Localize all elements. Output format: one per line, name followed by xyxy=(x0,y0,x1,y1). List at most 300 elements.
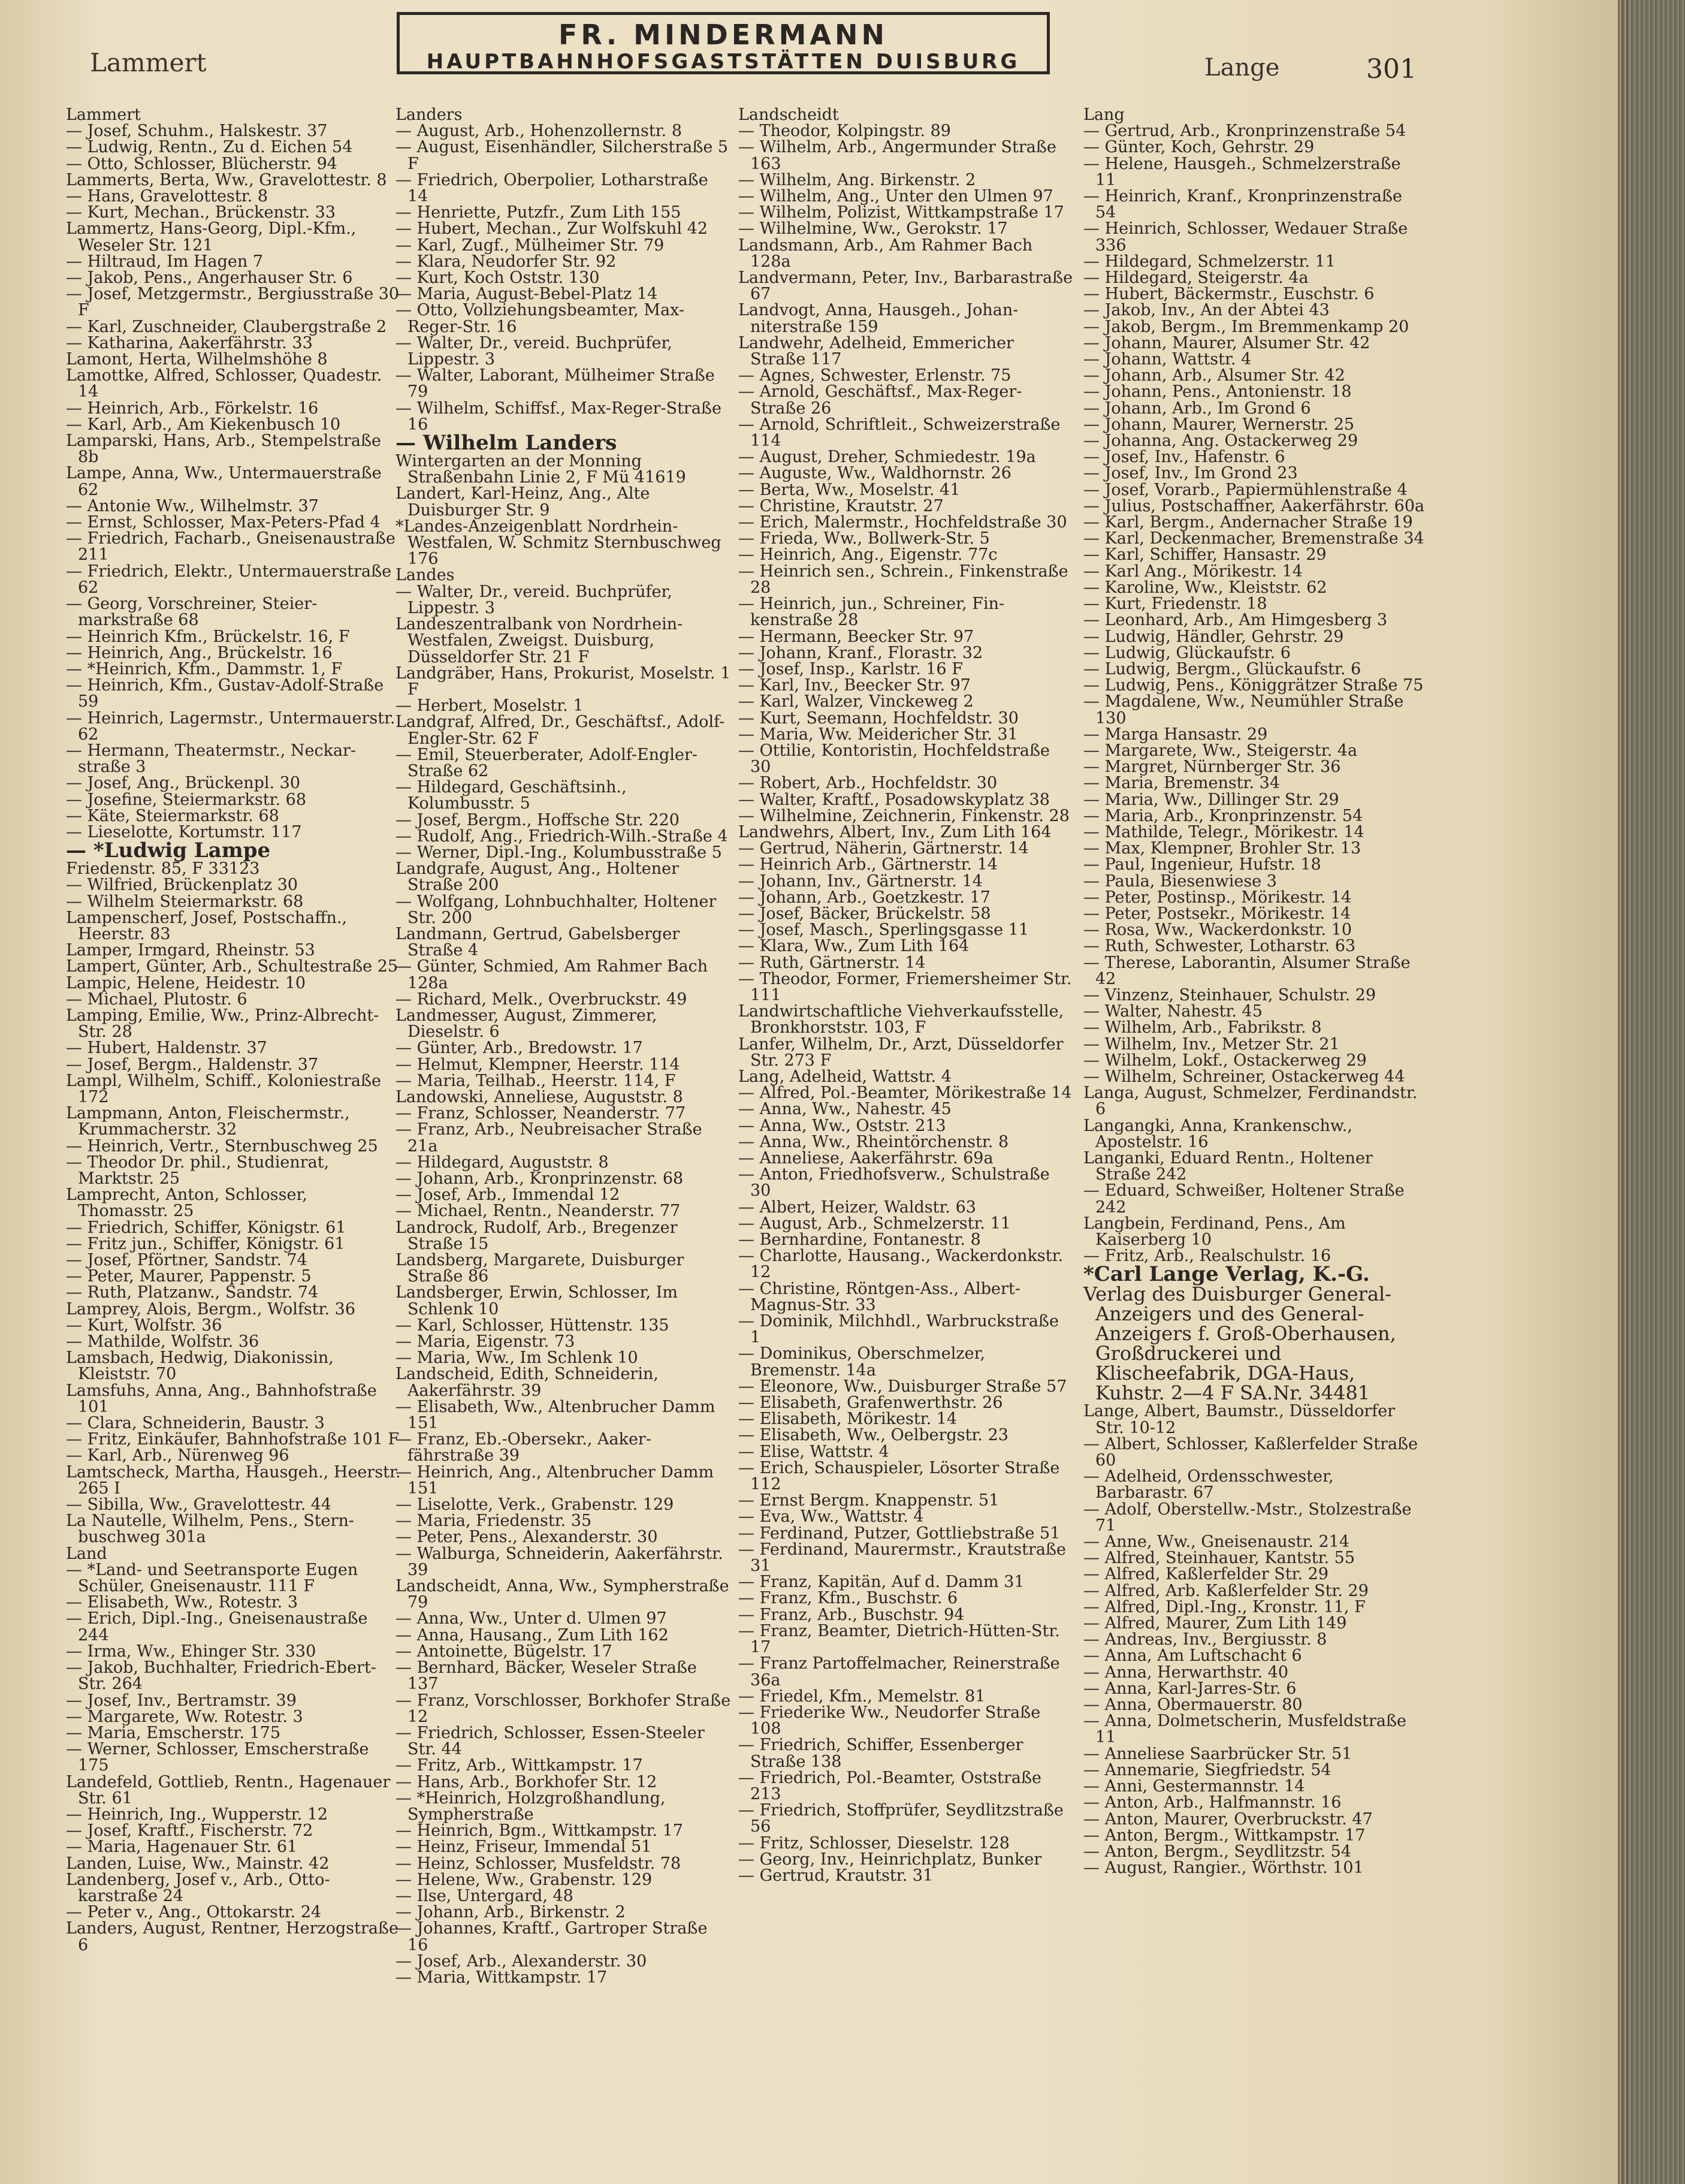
directory-entry: Lampenscherf, Josef, Postschaffn., Heerstr. 83 xyxy=(66,908,348,943)
directory-entry: — August, Dreher, Schmiedestr. 19a xyxy=(738,448,1036,467)
directory-entry: — Wilhelm Steiermarkstr. 68 xyxy=(66,892,304,911)
running-head-right: Lange xyxy=(1204,54,1280,82)
directory-entry: — Peter, Postinsp., Mörikestr. 14 xyxy=(1083,888,1352,907)
directory-entry: — Günter, Koch, Gehrstr. 29 xyxy=(1083,138,1315,157)
directory-entry: — Maria, Wittkampstr. 17 xyxy=(395,1968,608,1987)
directory-entry: — Arnold, Geschäftsf., Max-Reger-Straße 26 xyxy=(738,382,1022,418)
directory-entry: — Fritz, Schlosser, Dieselstr. 128 xyxy=(738,1833,1010,1853)
directory-entry: Lammert xyxy=(66,105,141,124)
directory-entry: — Jakob, Buchhalter, Friedrich-Ebert-Str. 264 xyxy=(66,1658,376,1694)
directory-entry: — Alfred, Pol.-Beamter, Mörikestraße 14 xyxy=(738,1084,1072,1103)
directory-entry: — Fritz, Arb., Realschulstr. 16 xyxy=(1083,1247,1331,1266)
directory-entry: — Max, Klempner, Brohler Str. 13 xyxy=(1083,839,1361,858)
directory-entry: Lampic, Helene, Heidestr. 10 xyxy=(66,973,306,993)
directory-entry: — Wilhelm, Arb., Fabrikstr. 8 xyxy=(1083,1018,1322,1037)
directory-entry: — Eduard, Schweißer, Holtener Straße 242 xyxy=(1083,1181,1405,1217)
directory-entry: — Wilhelm, Polizist, Wittkampstraße 17 xyxy=(738,203,1064,222)
directory-entry: — *Heinrich, Kfm., Dammstr. 1, F xyxy=(66,659,343,678)
directory-entry: — Jakob, Pens., Angerhauser Str. 6 xyxy=(66,269,353,288)
directory-entry: — Antoinette, Bügelstr. 17 xyxy=(395,1642,612,1661)
directory-entry: — *Ludwig Lampe xyxy=(66,838,271,863)
directory-entry: — Peter, Maurer, Pappenstr. 5 xyxy=(66,1267,312,1286)
directory-entry: — Dominik, Milchhdl., Warbruckstraße 1 xyxy=(738,1312,1059,1347)
directory-entry: — Otto, Schlosser, Blücherstr. 94 xyxy=(66,154,337,173)
directory-entry: — Elisabeth, Mörikestr. 14 xyxy=(738,1410,958,1429)
directory-entry: — Heinrich, jun., Schreiner, Finkenstraße 28 xyxy=(738,595,1005,630)
directory-entry: — Heinrich Kfm., Brückelstr. 16, F xyxy=(66,627,350,646)
directory-entry: — Anton, Bergm., Wittkampstr. 17 xyxy=(1083,1826,1366,1845)
directory-entry: — Wilhelm, Inv., Metzer Str. 21 xyxy=(1083,1034,1340,1054)
directory-entry: — Helene, Hausgeh., Schmelzerstraße 11 xyxy=(1083,154,1401,189)
directory-entry: — Bernhard, Bäcker, Weseler Straße 137 xyxy=(395,1658,697,1694)
directory-entry: — Walter, Kraftf., Posadowskyplatz 38 xyxy=(738,790,1050,809)
directory-entry: — Walter, Dr., vereid. Buchprüfer, Lippestr. 3 xyxy=(395,582,673,617)
directory-entry: — Anton, Arb., Halfmannstr. 16 xyxy=(1083,1793,1342,1812)
directory-entry: — Johannes, Kraftf., Gartroper Straße 16 xyxy=(395,1919,708,1954)
directory-entry: — Friedrich, Schlosser, Essen-Steeler Str. 44 xyxy=(395,1723,705,1759)
directory-entry: — Anna, Hausang., Zum Lith 162 xyxy=(395,1625,669,1645)
directory-entry: Lamprey, Alois, Bergm., Wolfstr. 36 xyxy=(66,1299,356,1319)
directory-entry: — Johann, Arb., Goetzkestr. 17 xyxy=(738,888,991,907)
directory-entry: — Wolfgang, Lohnbuchhalter, Holtener Str. 200 xyxy=(395,892,717,927)
directory-entry: — Elisabeth, Grafenwerthstr. 26 xyxy=(738,1393,1003,1413)
directory-entry: Landmann, Gertrud, Gabelsberger Straße 4 xyxy=(395,924,680,960)
directory-entry: — Johann, Arb., Alsumer Str. 42 xyxy=(1083,366,1345,385)
directory-entry: — Albert, Schlosser, Kaßlerfelder Straße 60 xyxy=(1083,1434,1418,1470)
directory-entry: — Hubert, Haldenstr. 37 xyxy=(66,1039,267,1058)
directory-entry: — Wilhelm, Schiffsf., Max-Reger-Straße 16 xyxy=(395,399,721,434)
directory-entry: — Heinrich, Vertr., Sternbuschweg 25 xyxy=(66,1136,378,1156)
directory-entry: — Maria, Teilhab., Heerstr. 114, F xyxy=(395,1071,676,1090)
directory-entry: — Maria, August-Bebel-Platz 14 xyxy=(395,285,658,304)
directory-entry: — Hildegard, Geschäftsinh., Kolumbusstr. 5 xyxy=(395,778,627,813)
directory-entry: — Anna, Obermauerstr. 80 xyxy=(1083,1696,1303,1715)
directory-entry: Landwehr, Adelheid, Emmericher Straße 117 xyxy=(738,333,1014,369)
directory-entry: — Leonhard, Arb., Am Himgesberg 3 xyxy=(1083,611,1388,630)
directory-entry: — Hans, Gravelottestr. 8 xyxy=(66,187,268,206)
directory-entry: Lamsfuhs, Anna, Ang., Bahnhofstraße 101 xyxy=(66,1381,377,1416)
directory-entry: — Hubert, Mechan., Zur Wolfskuhl 42 xyxy=(395,219,708,239)
directory-entry: — Anna, Dolmetscherin, Musfeldstraße 11 xyxy=(1083,1712,1407,1747)
directory-entry: — Friedel, Kfm., Memelstr. 81 xyxy=(738,1687,986,1706)
directory-entry: — Gertrud, Krautstr. 31 xyxy=(738,1866,934,1885)
directory-entry: — Margret, Nürnberger Str. 36 xyxy=(1083,758,1341,777)
directory-entry: — Theodor Dr. phil., Studienrat, Marktstr. 25 xyxy=(66,1153,330,1188)
directory-entry: — August, Arb., Hohenzollernstr. 8 xyxy=(395,122,683,141)
directory-entry: — August, Arb., Schmelzerstr. 11 xyxy=(738,1214,1011,1233)
directory-entry: — Erich, Schauspieler, Lösorter Straße 112 xyxy=(738,1458,1060,1494)
directory-entry: Landscheid, Edith, Schneiderin, Aakerfährstr. 39 xyxy=(395,1365,659,1400)
directory-entry: — Friedrich, Stoffprüfer, Seydlitzstraße 56 xyxy=(738,1801,1064,1836)
ad-line-1: FR. MINDERMANN xyxy=(558,19,888,51)
directory-entry: — Adolf, Oberstellw.-Mstr., Stolzestraße 71 xyxy=(1083,1500,1412,1535)
directory-entry: — Friedrich, Pol.-Beamter, Oststraße 213 xyxy=(738,1768,1042,1803)
directory-entry: — Ilse, Untergard, 48 xyxy=(395,1886,573,1905)
directory-entry: — Anna, Ww., Rheintörchenstr. 8 xyxy=(738,1132,1009,1151)
directory-entry: — Friedrich, Schiffer, Essenberger Straße 138 xyxy=(738,1736,1023,1771)
directory-entry: — Sibilla, Ww., Gravelottestr. 44 xyxy=(66,1495,332,1515)
directory-entry: — Michael, Rentn., Neanderstr. 77 xyxy=(395,1202,681,1221)
directory-entry: — Heinrich, Ang., Altenbrucher Damm 151 xyxy=(395,1462,714,1498)
directory-entry: — Anneliese, Aakerfährstr. 69a xyxy=(738,1149,994,1168)
header-advertisement xyxy=(397,12,1050,74)
directory-entry: — Maria, Emscherstr. 175 xyxy=(66,1723,281,1742)
directory-entry: — Karl, Walzer, Vinckeweg 2 xyxy=(738,692,974,711)
directory-entry: — Josef, Bäcker, Brückelstr. 58 xyxy=(738,904,991,923)
directory-entry: — Julius, Postschaffner, Aakerfährstr. 60a xyxy=(1083,496,1425,515)
directory-entry: — Ottilie, Kontoristin, Hochfeldstraße 30 xyxy=(738,741,1050,777)
directory-entry: — Katharina, Aakerfährstr. 33 xyxy=(66,333,313,352)
directory-entry: — Gertrud, Näherin, Gärtnerstr. 14 xyxy=(738,839,1029,858)
directory-entry: Lampe, Anna, Ww., Untermauerstraße 62 xyxy=(66,464,382,499)
directory-entry: — Elisabeth, Ww., Rotestr. 3 xyxy=(66,1593,298,1612)
directory-entry: — Richard, Melk., Overbruckstr. 49 xyxy=(395,990,687,1009)
directory-entry: Lampmann, Anton, Fleischermstr., Krummacherstr. 32 xyxy=(66,1104,350,1139)
directory-entry: — Maria, Hagenauer Str. 61 xyxy=(66,1838,298,1857)
directory-entry: — Karl, Inv., Beecker Str. 97 xyxy=(738,676,971,695)
directory-entry: — Josef, Vorarb., Papiermühlenstraße 4 xyxy=(1083,480,1408,499)
directory-entry: — Anton, Bergm., Seydlitzstr. 54 xyxy=(1083,1842,1352,1861)
directory-entry: — Herbert, Moselstr. 1 xyxy=(395,696,584,716)
directory-entry: — Anni, Gestermannstr. 14 xyxy=(1083,1777,1305,1796)
directory-entry: — Berta, Ww., Moselstr. 41 xyxy=(738,480,961,499)
directory-entry: — Heinrich Arb., Gärtnerstr. 14 xyxy=(738,855,998,874)
page-number: 301 xyxy=(1366,54,1417,85)
directory-entry: — Walter, Dr., vereid. Buchprüfer, Lippestr. 3 xyxy=(395,333,673,369)
directory-entry: Friedenstr. 85, F 33123 xyxy=(66,859,260,879)
directory-entry: — Alfred, Maurer, Zum Lith 149 xyxy=(1083,1614,1347,1633)
directory-entry: Landeszentralbank von Nordrhein-Westfalen, Zweigst. Duisburg, Düsseldorfer Str. 21 F xyxy=(395,615,683,666)
directory-entry: — Albert, Heizer, Waldstr. 63 xyxy=(738,1197,976,1217)
directory-entry: Land xyxy=(66,1544,107,1563)
directory-entry: — Franz, Kapitän, Auf d. Damm 31 xyxy=(738,1573,1025,1592)
directory-entry: — Josef, Bergm., Haldenstr. 37 xyxy=(66,1055,319,1074)
directory-entry: — Peter, Pens., Alexanderstr. 30 xyxy=(395,1528,658,1547)
directory-entry: Landsmann, Arb., Am Rahmer Bach 128a xyxy=(738,236,1033,271)
directory-entry: — Karoline, Ww., Kleiststr. 62 xyxy=(1083,578,1327,597)
directory-entry: Lamping, Emilie, Ww., Prinz-Albrecht-Str. 28 xyxy=(66,1006,379,1042)
directory-entry: — Magdalene, Ww., Neumühler Straße 130 xyxy=(1083,692,1404,728)
directory-entry: — Therese, Laborantin, Alsumer Straße 42 xyxy=(1083,953,1411,988)
ad-line-2: HAUPTBAHNHOFSGASTSTÄTTEN DUISBURG xyxy=(426,50,1020,74)
directory-entry: — Peter v., Ang., Ottokarstr. 24 xyxy=(66,1903,322,1922)
directory-entry: Langangki, Anna, Krankenschw., Apostelstr. 16 xyxy=(1083,1116,1352,1151)
directory-entry: — Johann, Pens., Antonienstr. 18 xyxy=(1083,382,1352,402)
directory-entry: — Helmut, Klempner, Heerstr. 114 xyxy=(395,1055,680,1074)
directory-entry: — Agnes, Schwester, Erlenstr. 75 xyxy=(738,366,1011,385)
directory-entry: — Hildegard, Schmelzerstr. 11 xyxy=(1083,252,1336,271)
directory-entry: — Josef, Inv., Bertramstr. 39 xyxy=(66,1691,297,1710)
directory-entry: — Josef, Pförtner, Sandstr. 74 xyxy=(66,1251,307,1270)
directory-entry: — Friederike Ww., Neudorfer Straße 108 xyxy=(738,1703,1041,1739)
directory-entry: — Ernst, Schlosser, Max-Peters-Pfad 4 xyxy=(66,513,381,532)
directory-entry: — Auguste, Ww., Waldhornstr. 26 xyxy=(738,464,1011,483)
directory-entry: Landvermann, Peter, Inv., Barbarastraße 67 xyxy=(738,269,1073,304)
directory-entry: Landwehrs, Albert, Inv., Zum Lith 164 xyxy=(738,822,1052,841)
directory-entry: — Margarete, Ww. Rotestr. 3 xyxy=(66,1707,303,1726)
directory-entry: Lamper, Irmgard, Rheinstr. 53 xyxy=(66,941,315,960)
directory-entry: — Klara, Ww., Zum Lith 164 xyxy=(738,937,970,956)
directory-entry: Landgraf, Alfred, Dr., Geschäftsf., Adolf-Engler-Str. 62 F xyxy=(395,713,725,748)
directory-entry: Landscheidt, Anna, Ww., Sympherstraße 79 xyxy=(395,1577,729,1612)
directory-entry: — Alfred, Arb. Kaßlerfelder Str. 29 xyxy=(1083,1581,1369,1600)
directory-entry: — Jakob, Bergm., Im Bremmenkamp 20 xyxy=(1083,317,1409,336)
directory-entry: — Heinrich, Bgm., Wittkampstr. 17 xyxy=(395,1821,683,1841)
directory-entry: — Elise, Wattstr. 4 xyxy=(738,1442,889,1461)
directory-entry: Lamprecht, Anton, Schlosser, Thomasstr. 25 xyxy=(66,1185,307,1221)
directory-entry: — Johann, Maurer, Alsumer Str. 42 xyxy=(1083,333,1370,352)
directory-entry: — Karl, Arb., Am Kiekenbusch 10 xyxy=(66,415,341,434)
directory-entry: — Clara, Schneiderin, Baustr. 3 xyxy=(66,1414,325,1433)
directory-entry: — Adelheid, Ordensschwester, Barbarastr. 67 xyxy=(1083,1467,1334,1503)
directory-entry: — Wilhelm, Ang. Birkenstr. 2 xyxy=(738,170,976,189)
directory-entry: — Paula, Biesenwiese 3 xyxy=(1083,871,1277,891)
directory-entry: — Josef, Kraftf., Fischerstr. 72 xyxy=(66,1821,313,1841)
directory-entry: Lamtscheck, Martha, Hausgeh., Heerstr. 265 I xyxy=(66,1462,401,1498)
column-2 xyxy=(395,107,731,1986)
directory-entry: — Anneliese Saarbrücker Str. 51 xyxy=(1083,1744,1352,1763)
directory-entry: — Karl, Arb., Nürenweg 96 xyxy=(66,1446,289,1465)
directory-entry: — *Heinrich, Holzgroßhandlung, Sympherstraße xyxy=(395,1788,666,1824)
directory-entry: — Karl, Deckenmacher, Bremenstraße 34 xyxy=(1083,529,1424,548)
directory-entry: Landert, Karl-Heinz, Ang., Alte Duisburger Str. 9 xyxy=(395,484,650,520)
directory-entry: — Franz, Eb.-Obersekr., Aakerfährstraße 39 xyxy=(395,1430,651,1465)
directory-entry: — Franz, Vorschlosser, Borkhofer Straße 12 xyxy=(395,1691,731,1726)
directory-entry: Landmesser, August, Zimmerer, Dieselstr. 6 xyxy=(395,1006,657,1042)
directory-entry: — Ludwig, Rentn., Zu d. Eichen 54 xyxy=(66,138,353,157)
directory-entry: Landen, Luise, Ww., Mainstr. 42 xyxy=(66,1854,330,1873)
directory-entry: — Josef, Masch., Sperlingsgasse 11 xyxy=(738,921,1029,940)
directory-entry: — Erich, Dipl.-Ing., Gneisenaustraße 244 xyxy=(66,1609,368,1645)
directory-entry: — Anna, Ww., Oststr. 213 xyxy=(738,1116,946,1135)
directory-entry: — Werner, Dipl.-Ing., Kolumbusstraße 5 xyxy=(395,843,722,862)
directory-entry: Lanfer, Wilhelm, Dr., Arzt, Düsseldorfer Str. 273 F xyxy=(738,1034,1064,1070)
directory-entry: — Christine, Krautstr. 27 xyxy=(738,496,944,515)
directory-entry: — Käte, Steiermarkstr. 68 xyxy=(66,806,279,825)
directory-entry: — Rudolf, Ang., Friedrich-Wilh.-Straße 4 xyxy=(395,826,728,846)
directory-entry: — Ludwig, Bergm., Glückaufstr. 6 xyxy=(1083,659,1361,678)
directory-entry: — Kurt, Wolfstr. 36 xyxy=(66,1316,222,1335)
directory-entry: Lang, Adelheid, Wattstr. 4 xyxy=(738,1067,952,1086)
directory-entry: — Michael, Plutostr. 6 xyxy=(66,990,247,1009)
directory-entry: — Marga Hansastr. 29 xyxy=(1083,725,1268,744)
directory-entry: — Josef, Insp., Karlstr. 16 F xyxy=(738,659,963,678)
directory-entry: — Peter, Postsekr., Mörikestr. 14 xyxy=(1083,904,1351,923)
directory-entry: — Ruth, Gärtnerstr. 14 xyxy=(738,953,926,972)
directory-entry: Landwirtschaftliche Viehverkaufsstelle, Bronkhorststr. 103, F xyxy=(738,1002,1064,1037)
directory-entry: Landgräber, Hans, Prokurist, Moselstr. 1 F xyxy=(395,663,731,699)
directory-entry: — Anna, Herwarthstr. 40 xyxy=(1083,1663,1289,1682)
directory-entry: — Henriette, Putzfr., Zum Lith 155 xyxy=(395,203,681,222)
directory-entry: — Ludwig, Pens., Königgrätzer Straße 75 xyxy=(1083,676,1424,695)
directory-entry: — Jakob, Inv., An der Abtei 43 xyxy=(1083,301,1330,320)
directory-entry: — Hildegard, Auguststr. 8 xyxy=(395,1153,609,1172)
directory-entry: — Robert, Arb., Hochfeldstr. 30 xyxy=(738,774,998,793)
directory-entry: — Heinz, Schlosser, Musfeldstr. 78 xyxy=(395,1854,681,1873)
directory-entry: — Alfred, Dipl.-Ing., Kronstr. 11, F xyxy=(1083,1597,1366,1616)
directory-entry: — Anna, Ww., Nahestr. 45 xyxy=(738,1100,952,1119)
directory-entry: — Hubert, Bäckermstr., Euschstr. 6 xyxy=(1083,285,1375,304)
directory-entry: — Josefine, Steiermarkstr. 68 xyxy=(66,790,307,809)
directory-entry: — Karl, Zugf., Mülheimer Str. 79 xyxy=(395,236,665,255)
column-3 xyxy=(738,107,1074,1884)
directory-entry: — Johann, Arb., Kronprinzenstr. 68 xyxy=(395,1169,684,1188)
directory-entry: — Werner, Schlosser, Emscherstraße 175 xyxy=(66,1740,369,1775)
directory-entry: — Annemarie, Siegfriedstr. 54 xyxy=(1083,1760,1331,1779)
directory-entry: Landowski, Anneliese, Auguststr. 8 xyxy=(395,1087,683,1106)
directory-entry: La Nautelle, Wilhelm, Pens., Sternbuschweg 301a xyxy=(66,1512,354,1547)
directory-entry: — Anton, Friedhofsverw., Schulstraße 30 xyxy=(738,1165,1050,1200)
directory-entry: — Kurt, Seemann, Hochfeldstr. 30 xyxy=(738,708,1019,728)
directory-entry: — Günter, Schmied, Am Rahmer Bach 128a xyxy=(395,957,708,993)
directory-entry: — Alfred, Steinhauer, Kantstr. 55 xyxy=(1083,1549,1355,1568)
directory-entry: — Ruth, Platzanw., Sandstr. 74 xyxy=(66,1283,319,1302)
directory-entry: — Friedrich, Elektr., Untermauerstraße 62 xyxy=(66,562,392,597)
directory-entry: — Eva, Ww., Wattstr. 4 xyxy=(738,1507,924,1527)
directory-entry: — Franz, Arb., Neubreisacher Straße 21a xyxy=(395,1120,702,1156)
directory-entry: — Otto, Vollziehungsbeamter, Max-Reger-Str. 16 xyxy=(395,301,685,336)
directory-entry: — Eleonore, Ww., Duisburger Straße 57 xyxy=(738,1377,1067,1396)
directory-entry: — Karl, Schlosser, Hüttenstr. 135 xyxy=(395,1316,669,1335)
directory-entry: — Wilhelm, Schreiner, Ostackerweg 44 xyxy=(1083,1067,1405,1086)
directory-entry: — Franz, Kfm., Buschstr. 6 xyxy=(738,1589,958,1608)
directory-entry: — Karl, Schiffer, Hansastr. 29 xyxy=(1083,545,1327,565)
directory-entry: — Theodor, Former, Friemersheimer Str. 111 xyxy=(738,969,1072,1004)
directory-entry: — Wilhelm, Lokf., Ostackerweg 29 xyxy=(1083,1051,1367,1070)
directory-entry: — Mathilde, Telegr., Mörikestr. 14 xyxy=(1083,822,1364,841)
directory-entry: — Heinrich, Kfm., Gustav-Adolf-Straße 59 xyxy=(66,676,384,711)
directory-entry: — Anton, Maurer, Overbruckstr. 47 xyxy=(1083,1809,1373,1829)
directory-entry: — Heinrich, Kranf., Kronprinzenstraße 54 xyxy=(1083,187,1402,222)
directory-entry: — Maria, Ww., Im Schlenk 10 xyxy=(395,1349,638,1368)
directory-entry: — Wilhelmine, Zeichnerin, Finkenstr. 28 xyxy=(738,806,1070,825)
directory-entry: — Josef, Arb., Immendal 12 xyxy=(395,1185,620,1205)
directory-entry: — Wilhelm, Ang., Unter den Ulmen 97 xyxy=(738,187,1053,206)
directory-entry: — Johann, Wattstr. 4 xyxy=(1083,350,1252,369)
directory-entry: — Elisabeth, Ww., Altenbrucher Damm 151 xyxy=(395,1397,715,1433)
directory-entry: — Franz Partoffelmacher, Reinerstraße 36a xyxy=(738,1654,1060,1690)
directory-entry: Landvogt, Anna, Hausgeh., Johanniterstraße 159 xyxy=(738,301,1019,336)
directory-entry: — Bernhardine, Fontanestr. 8 xyxy=(738,1230,981,1250)
column-1 xyxy=(66,107,401,1953)
directory-entry: — Dominikus, Oberschmelzer, Bremenstr. 14a xyxy=(738,1344,986,1380)
directory-entry: — Ernst Bergm. Knappenstr. 51 xyxy=(738,1491,999,1510)
book-cover-edge xyxy=(1630,0,1685,2184)
directory-entry: *Landes-Anzeigenblatt Nordrhein-Westfalen, W. Schmitz Sternbuschweg 176 xyxy=(395,517,721,569)
directory-entry: Lampl, Wilhelm, Schiff., Koloniestraße 172 xyxy=(66,1071,381,1106)
directory-entry: — Maria, Friedenstr. 35 xyxy=(395,1512,592,1531)
directory-entry: — Maria, Ww., Dillinger Str. 29 xyxy=(1083,790,1339,809)
directory-entry: — Friedrich, Facharb., Gneisenaustraße 211 xyxy=(66,529,395,565)
directory-entry: — Josef, Metzgermstr., Bergiusstraße 30 F xyxy=(66,285,400,320)
directory-entry: — Franz, Schlosser, Neanderstr. 77 xyxy=(395,1104,686,1123)
directory-entry: — Josef, Schuhm., Halskestr. 37 xyxy=(66,122,328,141)
directory-entry: — Johann, Inv., Gärtnerstr. 14 xyxy=(738,871,983,891)
directory-entry: — Josef, Bergm., Hoffsche Str. 220 xyxy=(395,810,680,829)
directory-entry: — Margarete, Ww., Steigerstr. 4a xyxy=(1083,741,1358,760)
directory-entry: — Vinzenz, Steinhauer, Schulstr. 29 xyxy=(1083,985,1376,1004)
directory-entry: — Johanna, Ang. Ostackerweg 29 xyxy=(1083,432,1358,451)
directory-entry: — Ruth, Schwester, Lotharstr. 63 xyxy=(1083,937,1356,956)
directory-entry: — Heinrich, Ing., Wupperstr. 12 xyxy=(66,1805,328,1824)
directory-entry: — Ludwig, Händler, Gehrstr. 29 xyxy=(1083,627,1344,646)
directory-entry: — Christine, Röntgen-Ass., Albert-Magnus-Str. 33 xyxy=(738,1279,1020,1314)
directory-entry: Lange, Albert, Baumstr., Düsseldorfer Str. 10-12 xyxy=(1083,1402,1396,1437)
directory-entry: — Heinrich sen., Schrein., Finkenstraße 28 xyxy=(738,562,1068,597)
directory-entry: — August, Rangier., Wörthstr. 101 xyxy=(1083,1859,1364,1878)
directory-entry: — Erich, Malermstr., Hochfeldstraße 30 xyxy=(738,513,1067,532)
directory-entry: — Wilhelm, Arb., Angermunder Straße 163 xyxy=(738,138,1056,173)
directory-entry: — Hans, Arb., Borkhofer Str. 12 xyxy=(395,1772,657,1791)
directory-entry: — Rosa, Ww., Wackerdonkstr. 10 xyxy=(1083,921,1352,940)
directory-entry: — Fritz, Arb., Wittkampstr. 17 xyxy=(395,1756,643,1775)
directory-entry: Lamparski, Hans, Arb., Stempelstraße 8b xyxy=(66,432,381,467)
directory-entry: — Heinrich, Arb., Förkelstr. 16 xyxy=(66,399,319,418)
directory-entry: — Karl Ang., Mörikestr. 14 xyxy=(1083,562,1303,581)
directory-entry: — Günter, Arb., Bredowstr. 17 xyxy=(395,1039,643,1058)
directory-entry: — Theodor, Kolpingstr. 89 xyxy=(738,122,951,141)
directory-entry: — Heinrich, Schlosser, Wedauer Straße 336 xyxy=(1083,219,1408,255)
directory-entry: — Johann, Arb., Birkenstr. 2 xyxy=(395,1903,626,1922)
directory-entry: — Anna, Karl-Jarres-Str. 6 xyxy=(1083,1679,1297,1698)
directory-entry: — Maria, Arb., Kronprinzenstr. 54 xyxy=(1083,806,1363,825)
directory-entry: — Franz, Beamter, Dietrich-Hütten-Str. 17 xyxy=(738,1621,1060,1657)
directory-entry: — Josef, Ang., Brückenpl. 30 xyxy=(66,774,301,793)
directory-entry: — August, Eisenhändler, Silcherstraße 5 F xyxy=(395,138,729,173)
directory-entry: Lang xyxy=(1083,105,1125,124)
directory-entry: — Heinrich, Ang., Eigenstr. 77c xyxy=(738,545,998,565)
directory-entry: — Ferdinand, Maurermstr., Krautstraße 31 xyxy=(738,1540,1067,1576)
directory-entry: Landsberger, Erwin, Schlosser, Im Schlenk 10 xyxy=(395,1283,678,1319)
directory-entry: — Walter, Laborant, Mülheimer Straße 79 xyxy=(395,366,715,402)
directory-entry: Landrock, Rudolf, Arb., Bregenzer Straße 15 xyxy=(395,1218,678,1253)
directory-entry: — Hermann, Theatermstr., Neckarstraße 3 xyxy=(66,741,357,777)
directory-entry: — Heinrich, Lagermstr., Untermauerstr. 62 xyxy=(66,708,395,744)
directory-entry: — Friedrich, Oberpolier, Lotharstraße 14 xyxy=(395,170,708,206)
directory-entry: — Hiltraud, Im Hagen 7 xyxy=(66,252,263,271)
directory-entry: — Anna, Am Luftschacht 6 xyxy=(1083,1646,1302,1666)
directory-entry: — Gertrud, Arb., Kronprinzenstraße 54 xyxy=(1083,122,1406,141)
directory-entry: Langa, August, Schmelzer, Ferdinandstr. 6 xyxy=(1083,1084,1418,1119)
directory-entry: — Wilfried, Brückenplatz 30 xyxy=(66,876,298,895)
directory-entry: — Kurt, Friedenstr. 18 xyxy=(1083,595,1267,614)
directory-entry: Landefeld, Gottlieb, Rentn., Hagenauer Str. 61 xyxy=(66,1772,391,1808)
directory-entry: — Josef, Inv., Hafenstr. 6 xyxy=(1083,448,1285,467)
directory-entry: — Andreas, Inv., Bergiusstr. 8 xyxy=(1083,1630,1327,1649)
directory-entry: — *Land- und Seetransporte Eugen Schüler, Gneisenaustr. 111 F xyxy=(66,1560,358,1596)
directory-entry: Lampert, Günter, Arb., Schultestraße 25 xyxy=(66,957,398,976)
directory-entry: — Anna, Ww., Unter d. Ulmen 97 xyxy=(395,1609,667,1628)
directory-entry: — Mathilde, Wolfstr. 36 xyxy=(66,1332,259,1352)
directory-entry: — Georg, Inv., Heinrichplatz, Bunker xyxy=(738,1850,1042,1869)
directory-entry: — Klara, Neudorfer Str. 92 xyxy=(395,252,617,271)
directory-entry: — Johann, Kranf., Florastr. 32 xyxy=(738,643,983,662)
directory-entry: — Charlotte, Hausang., Wackerdonkstr. 12 xyxy=(738,1247,1064,1282)
directory-entry: — Ferdinand, Putzer, Gottliebstraße 51 xyxy=(738,1524,1061,1543)
directory-entry: — Helene, Ww., Grabenstr. 129 xyxy=(395,1870,653,1889)
directory-entry: — Hildegard, Steigerstr. 4a xyxy=(1083,269,1309,288)
directory-entry: — Heinz, Friseur, Immendal 51 xyxy=(395,1838,652,1857)
directory-entry: — Wilhelmine, Ww., Gerokstr. 17 xyxy=(738,219,1008,239)
directory-entry: — Josef, Arb., Alexanderstr. 30 xyxy=(395,1951,647,1971)
directory-entry: Lamont, Herta, Wilhelmshöhe 8 xyxy=(66,350,328,369)
directory-entry: Lamottke, Alfred, Schlosser, Quadestr. 14 xyxy=(66,366,382,402)
directory-entry: — Emil, Steuerberater, Adolf-Engler-Straße 62 xyxy=(395,745,697,780)
directory-entry: Landsberg, Margarete, Duisburger Straße 86 xyxy=(395,1251,684,1286)
directory-entry: Lammertz, Hans-Georg, Dipl.-Kfm., Weseler Str. 121 xyxy=(66,219,357,255)
directory-entry: — Walburga, Schneiderin, Aakerfährstr. 39 xyxy=(395,1544,723,1579)
directory-entry: — Alfred, Kaßlerfelder Str. 29 xyxy=(1083,1565,1329,1584)
